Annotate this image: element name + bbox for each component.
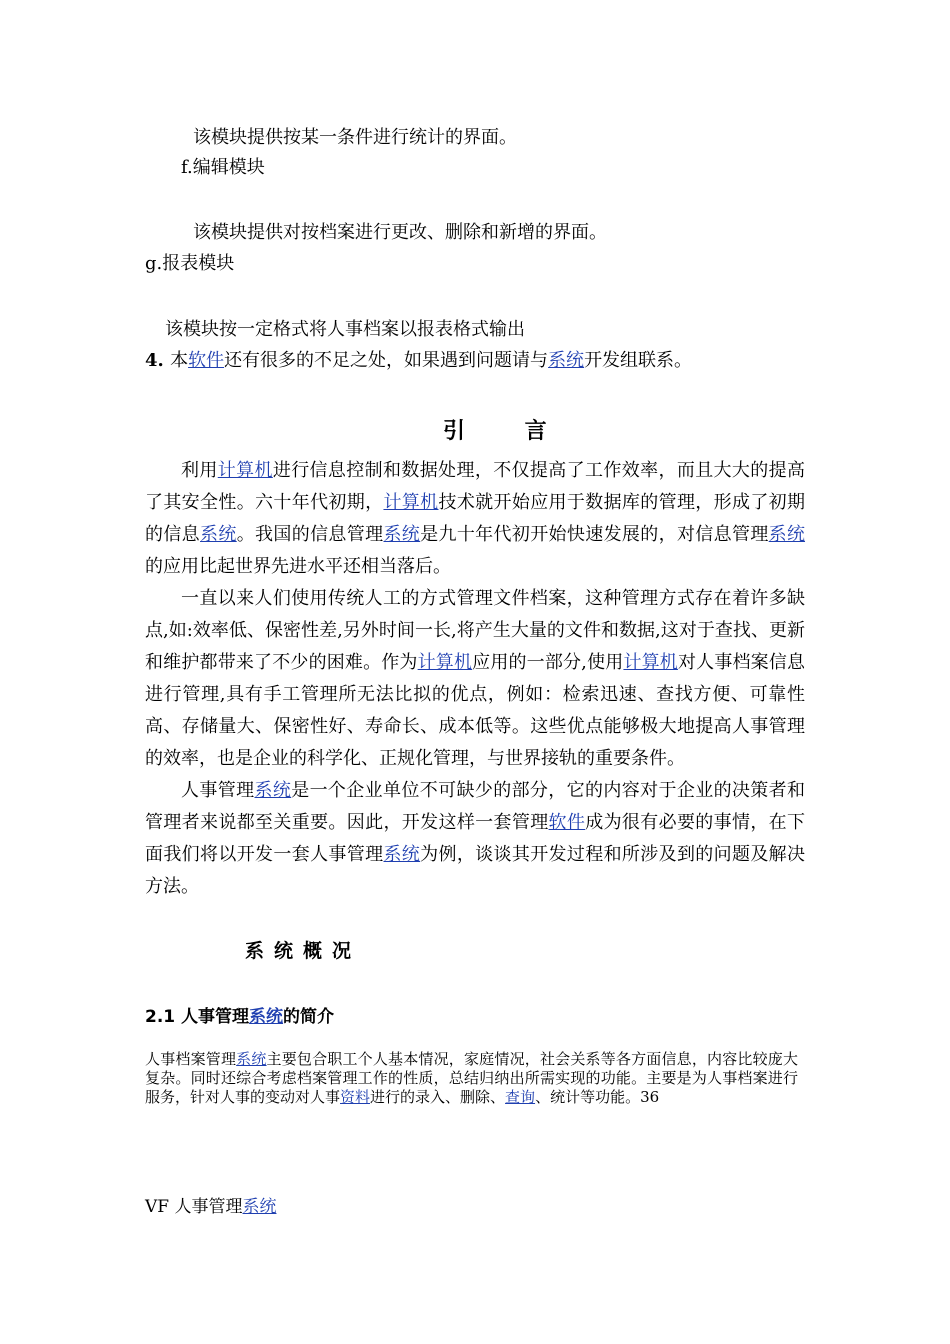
module-g-label: g.报表模块 bbox=[145, 253, 235, 274]
link-system[interactable]: 系统 bbox=[242, 1197, 277, 1217]
module-edit-desc: 该模块提供对按档案进行更改、删除和新增的界面。 bbox=[193, 222, 607, 243]
footer-title: VF 人事管理系统 bbox=[145, 1197, 277, 1217]
item-4-number: 4. bbox=[145, 350, 171, 371]
intro-paragraph-1: 利用计算机进行信息控制和数据处理，不仅提高了工作效率，而且大大的提高了其安全性。六十年代初期，计算机技术就开始应用于数据库的管理，形成了初期的信息系统。我国的信息管理系统是九十年代初开始快速发展的，对信息管理系统的应用比起世界先进水平还相当落后。 bbox=[145, 460, 806, 577]
link-data[interactable]: 资料 bbox=[340, 1088, 371, 1106]
link-software[interactable]: 软件 bbox=[548, 812, 586, 833]
link-system[interactable]: 系统 bbox=[236, 1050, 267, 1068]
link-system[interactable]: 系统 bbox=[249, 1007, 284, 1027]
link-system[interactable]: 系统 bbox=[254, 780, 292, 801]
section-2-1-paragraph: 人事档案管理系统主要包合职工个人基本情况，家庭情况，社会关系等各方面信息，内容比较庞大复杂。同时还综合考虑档案管理工作的性质，总结归纳出所需实现的功能。主要是为人事档案进行服务，针对人事的变动对人事资料进行的录入、删除、查询、统计等功能。36 bbox=[145, 1050, 798, 1106]
link-computer[interactable]: 计算机 bbox=[217, 460, 273, 481]
intro-body bbox=[145, 455, 805, 903]
link-computer[interactable]: 计算机 bbox=[623, 652, 678, 673]
section-2-1-title: 2.1 人事管理系统的简介 bbox=[145, 1007, 335, 1027]
link-computer[interactable]: 计算机 bbox=[383, 492, 439, 513]
intro-paragraph-2: 一直以来人们使用传统人工的方式管理文件档案，这种管理方式存在着许多缺点,如:效率低、保密性差,另外时间一长,将产生大量的文件和数据,这对于查找、更新和维护都带来了不少的困难。作为计算机应用的一部分,使用计算机对人事档案信息进行管理,具有手工管理所无法比拟的优点，例如：检索迅速、查找方便、可靠性高、存储量大、保密性好、寿命长、成本低等。这些优点能够极大地提高人事管理的效率，也是企业的科学化、正规化管理，与世界接轨的重要条件。 bbox=[145, 588, 806, 769]
module-report-desc: 该模块按一定格式将人事档案以报表格式输出 bbox=[165, 319, 525, 340]
link-system[interactable]: 系统 bbox=[548, 350, 585, 371]
item-4-line: 4. 本软件还有很多的不足之处，如果遇到问题请与系统开发组联系。 bbox=[145, 350, 693, 371]
module-f-label: f.编辑模块 bbox=[181, 157, 265, 178]
link-computer[interactable]: 计算机 bbox=[417, 652, 473, 673]
link-system[interactable]: 系统 bbox=[768, 524, 806, 545]
module-stat-desc: 该模块提供按某一条件进行统计的界面。 bbox=[193, 127, 517, 148]
intro-paragraph-3: 人事管理系统是一个企业单位不可缺少的部分，它的内容对于企业的决策者和管理者来说都至关重要。因此，开发这样一套管理软件成为很有必要的事情，在下面我们将以开发一套人事管理系统为例，谈谈其开发过程和所涉及到的问题及解决方法。 bbox=[145, 780, 806, 897]
link-query[interactable]: 查询 bbox=[505, 1088, 536, 1106]
link-system[interactable]: 系统 bbox=[200, 524, 237, 545]
link-system[interactable]: 系统 bbox=[383, 844, 421, 865]
link-system[interactable]: 系统 bbox=[383, 524, 421, 545]
intro-heading: 引 言 bbox=[443, 418, 573, 444]
link-software[interactable]: 软件 bbox=[188, 350, 225, 371]
overview-heading: 系统概况 bbox=[245, 940, 362, 962]
